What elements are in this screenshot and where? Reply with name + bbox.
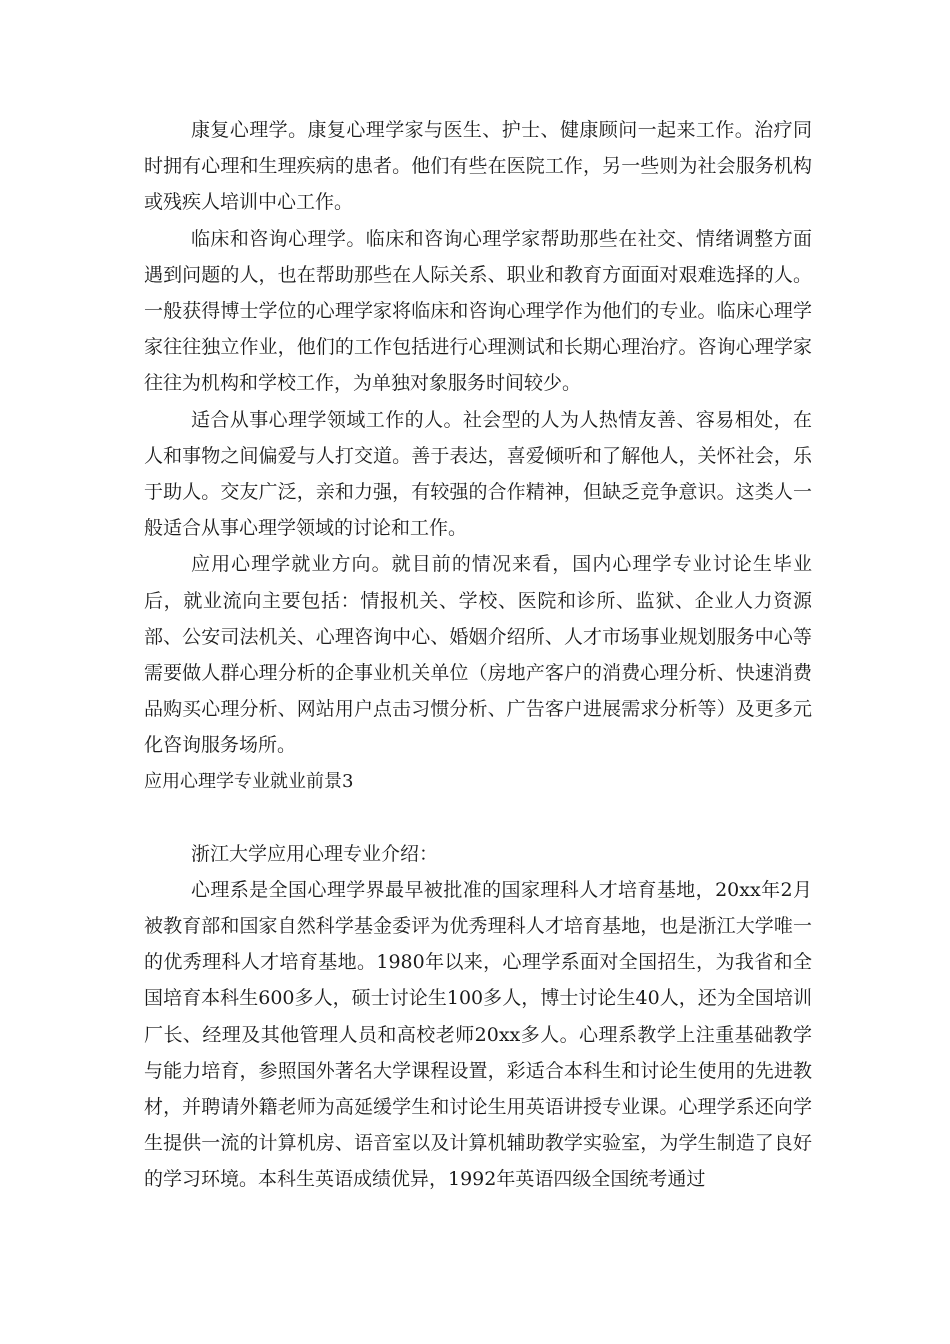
paragraph-clinical-counseling-psychology: 临床和咨询心理学。临床和咨询心理学家帮助那些在社交、情绪调整方面遇到问题的人，也在帮助那些在人际关系、职业和教育方面面对艰难选择的人。一般获得博士学位的心理学家将临床和咨询心理学作为他们的专业。临床心理学家往往独立作业，他们的工作包括进行心理测试和长期心理治疗。咨询心理学家往往为机构和学校工作，为单独对象服务时间较少。 bbox=[144, 227, 812, 395]
paragraph-zju-intro-title: 浙江大学应用心理专业介绍： bbox=[191, 842, 439, 865]
paragraph-psychology-department: 心理系是全国心理学界最早被批准的国家理科人才培育基地，20xx年2月被教育部和国家自然科学基金委评为优秀理科人才培育基地，也是浙江大学唯一的优秀理科人才培育基地。1980年以来，心理学系面对全国招生，为我省和全国培育本科生600多人，硕士讨论生100多人，博士讨论生40人，还为全国培训厂长、经理及其他管理人员和高校老师20xx多人。心理系教学上注重基础教学与能力培育，参照国外著名大学课程设置，彩适合本科生和讨论生使用的先进教材，并聘请外籍老师为高延缓学生和讨论生用英语讲授专业课。心理学系还向学生提供一流的计算机房、语音室以及计算机辅助教学实验室，为学生制造了良好的学习环境。本科生英语成绩优异，1992年英语四级全国统考通过 bbox=[144, 878, 812, 1191]
document-body bbox=[144, 112, 812, 1198]
paragraph-employment-direction: 应用心理学就业方向。就目前的情况来看，国内心理学专业讨论生毕业后，就业流向主要包括：情报机关、学校、医院和诊所、监狱、企业人力资源部、公安司法机关、心理咨询中心、婚姻介绍所、人才市场事业规划服务中心等需要做人群心理分析的企事业机关单位（房地产客户的消费心理分析、快速消费品购买心理分析、网站用户点击习惯分析、广告客户进展需求分析等）及更多元化咨询服务场所。 bbox=[144, 553, 812, 757]
paragraph-rehabilitation-psychology: 康复心理学。康复心理学家与医生、护士、健康顾问一起来工作。治疗同时拥有心理和生理疾病的患者。他们有些在医院工作，另一些则为社会服务机构或残疾人培训中心工作。 bbox=[144, 119, 812, 214]
blank-line bbox=[144, 800, 812, 836]
paragraph-suitable-people: 适合从事心理学领域工作的人。社会型的人为人热情友善、容易相处，在人和事物之间偏爱与人打交道。善于表达，喜爱倾听和了解他人，关怀社会，乐于助人。交友广泛，亲和力强，有较强的合作精神，但缺乏竞争意识。这类人一般适合从事心理学领域的讨论和工作。 bbox=[144, 408, 812, 540]
section-heading: 应用心理学专业就业前景3 bbox=[144, 770, 354, 792]
